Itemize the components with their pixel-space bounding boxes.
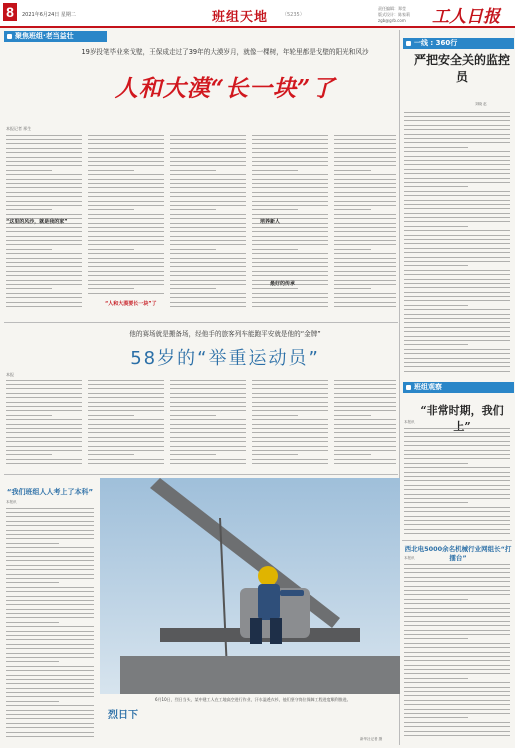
news-photo bbox=[100, 478, 400, 694]
second-headline: 58岁的“举重运动员” bbox=[130, 348, 320, 369]
feature-headline: 西北电5000余名机械行业网组长“打擂台” bbox=[404, 545, 512, 562]
text-line bbox=[334, 304, 396, 308]
right-top-body bbox=[404, 110, 510, 376]
column-label-right-top bbox=[403, 38, 514, 49]
text-line bbox=[334, 461, 396, 465]
right-bottom-headline: “非常时期，我们 bbox=[420, 404, 504, 417]
divider bbox=[4, 474, 398, 475]
column-label-left bbox=[4, 31, 107, 42]
right-top-byline: 刘晓 赵 bbox=[475, 102, 487, 106]
second-body-col-5 bbox=[334, 378, 396, 470]
text-line bbox=[6, 304, 82, 308]
text-line bbox=[170, 304, 246, 308]
main-headline: 人和大漠“长一块”了 bbox=[114, 75, 336, 102]
main-body-col-5 bbox=[334, 133, 396, 313]
text-line bbox=[404, 531, 510, 535]
square-icon bbox=[406, 41, 411, 46]
square-icon bbox=[7, 34, 12, 39]
text-line bbox=[170, 461, 246, 465]
bottom-left-body bbox=[6, 506, 94, 742]
divider bbox=[4, 322, 398, 323]
main-body-col-3 bbox=[170, 133, 246, 313]
text-line bbox=[252, 461, 328, 465]
bottom-left-headline: “我们班组人人考上了本科” bbox=[6, 488, 94, 496]
text-line bbox=[404, 733, 510, 737]
photo-caption: 6月10日，烈日当头，某中建工人在工地高空进行作业，汗水湿透衣衫，他们坚守岗位保障工程进度顺利推进。 bbox=[155, 697, 351, 702]
text-line bbox=[6, 734, 94, 738]
column-label-text: 一线 : 360行 bbox=[414, 39, 458, 47]
column-label-text: 聚焦班组·老当益壮 bbox=[15, 32, 74, 40]
newspaper-logo: 工人日报 bbox=[432, 7, 500, 27]
main-body-col-1 bbox=[6, 133, 82, 313]
text-line bbox=[88, 461, 164, 465]
photo-caption-title: 烈日下 bbox=[108, 710, 138, 721]
right-bottom-byline: 本报讯 bbox=[404, 420, 415, 424]
main-body-col-2 bbox=[88, 133, 164, 298]
second-body-col-1 bbox=[6, 378, 82, 470]
editor-info: 责任编辑：郑莹 版式设计：陈家莉 zgb@grb.com bbox=[378, 6, 410, 23]
divider bbox=[402, 540, 512, 541]
worker-photo-illustration bbox=[100, 478, 400, 694]
text-line bbox=[252, 304, 328, 308]
second-byline: 本报 bbox=[6, 372, 14, 377]
second-body-col-4 bbox=[252, 378, 328, 470]
feature-body bbox=[404, 562, 510, 742]
feature-byline: 本报讯 bbox=[404, 556, 415, 560]
photo-credit: 新华社记者 摄 bbox=[360, 737, 383, 741]
right-top-headline: 严把安全关的监控员 bbox=[413, 53, 510, 84]
second-body-col-3 bbox=[170, 378, 246, 470]
square-icon bbox=[406, 385, 411, 390]
issue-date: 2021年6月24日 星期二 bbox=[22, 12, 76, 18]
second-body-col-2 bbox=[88, 378, 164, 470]
main-byline: 本报记者 邢生 bbox=[6, 126, 32, 131]
section-title: 班组天地 bbox=[212, 10, 269, 25]
column-label-right-bottom bbox=[403, 382, 514, 393]
text-line bbox=[88, 291, 164, 295]
column-label-text: 班组观察 bbox=[414, 383, 442, 391]
text-line bbox=[404, 369, 510, 373]
page-number: 8 bbox=[3, 3, 17, 21]
text-line bbox=[6, 461, 82, 465]
main-body-col-4 bbox=[252, 133, 328, 313]
section-code: （5235） bbox=[282, 12, 305, 18]
bottom-left-byline: 本报讯 bbox=[6, 500, 17, 504]
second-subtitle: 他的赛场就是搬备场，经他手的旅客列车能跑平安就是他的“金牌” bbox=[129, 330, 321, 338]
main-subhead-4: “人和大漠要长一块”了 bbox=[105, 301, 157, 307]
main-subtitle: 19岁投笔毕业来戈壁，王保成走过了39年的大漠岁月，就像一棵树，年轮里都是戈壁的阳光和风沙 bbox=[81, 48, 369, 56]
right-bottom-body bbox=[404, 426, 510, 538]
